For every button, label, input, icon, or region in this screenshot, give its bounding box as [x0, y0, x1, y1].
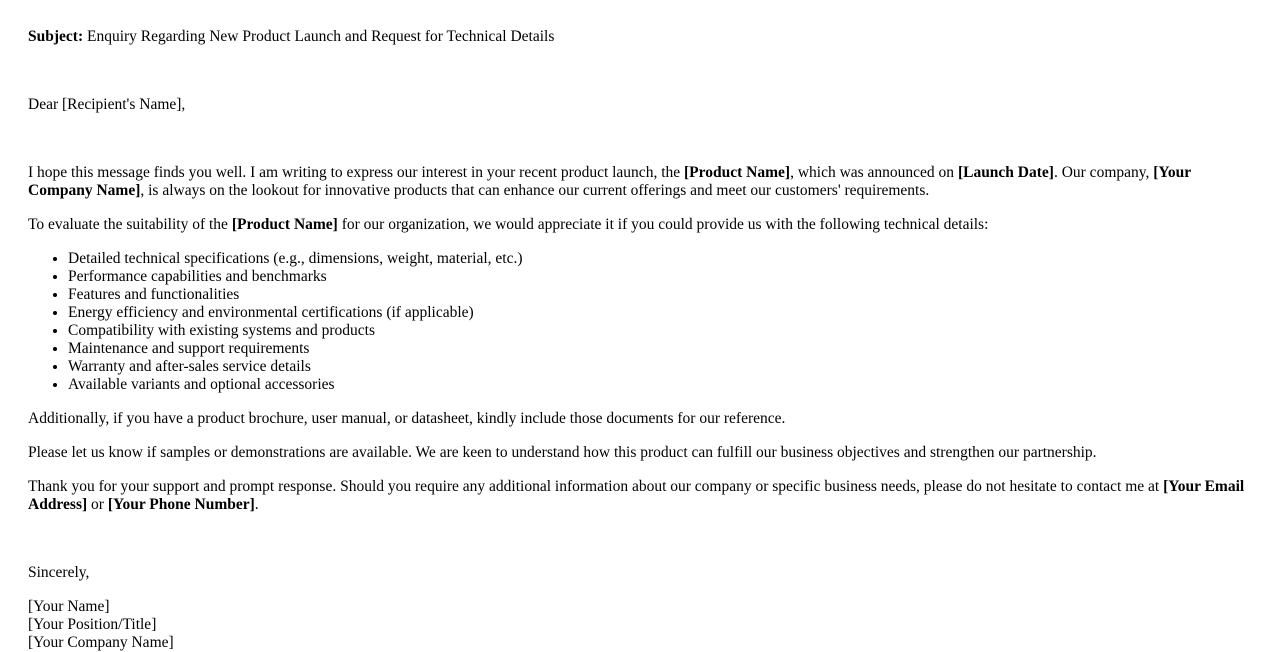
intro-text-1: I hope this message finds you well. I am writing to express our interest in your recent product launch, the: [28, 164, 685, 181]
greeting: Dear [Recipient's Name],: [28, 96, 186, 113]
list-item: • Performance capabilities and benchmarks: [68, 268, 1250, 286]
intro-paragraph: [28, 164, 1250, 200]
list-item: • Available variants and optional accessories: [68, 376, 1250, 394]
thanks-email-address: [Your Email Address]: [28, 478, 1245, 513]
intro-text-3: . Our company,: [1053, 164, 1154, 181]
thanks-phone-number: [Your Phone Number]: [107, 496, 255, 513]
list-item: • Maintenance and support requirements: [68, 340, 1250, 358]
intro-product-name: [Product Name]: [684, 164, 791, 181]
evaluate-text-2: for our organization, we would appreciate it if you could provide us with the following technical details:: [337, 216, 989, 233]
subject-line: [28, 28, 1250, 46]
signature-name: [Your Name]: [28, 598, 110, 615]
intro-launch-date: [Launch Date]: [957, 164, 1054, 181]
intro-company-name: [Your Company Name]: [28, 164, 1191, 199]
evaluate-text-1: To evaluate the suitability of the: [28, 216, 232, 233]
intro-text-2: , which was announced on: [790, 164, 958, 181]
signature-company: [Your Company Name]: [28, 634, 174, 651]
intro-text-4: , is always on the lookout for innovative products that can enhance our current offerings and meet our customers' requirements.: [140, 182, 930, 199]
thanks-text-1: Thank you for your support and prompt response. Should you require any additional information about our company or specific business needs, please do not hesitate to contact me at: [28, 478, 1164, 495]
details-list: [28, 250, 1250, 394]
list-item: • Compatibility with existing systems and products: [68, 322, 1250, 340]
list-item: • Detailed technical specifications (e.g., dimensions, weight, material, etc.): [68, 250, 1250, 268]
subject-text: Enquiry Regarding New Product Launch and Request for Technical Details: [83, 28, 555, 45]
signature-block: [28, 598, 1250, 652]
samples-paragraph: Please let us know if samples or demonstrations are available. We are keen to understand how this product can fulfill our business objectives and strengthen our partnership.: [28, 444, 1097, 461]
closing: Sincerely,: [28, 564, 90, 581]
thanks-paragraph: [28, 478, 1250, 514]
list-item: • Warranty and after-sales service details: [68, 358, 1250, 376]
evaluate-product-name: [Product Name]: [231, 216, 338, 233]
list-item: • Energy efficiency and environmental certifications (if applicable): [68, 304, 1250, 322]
thanks-text-2: or: [87, 496, 108, 513]
evaluate-paragraph: [28, 216, 1250, 234]
thanks-text-3: .: [254, 496, 259, 513]
list-item: • Features and functionalities: [68, 286, 1250, 304]
subject-label: Subject:: [28, 28, 84, 45]
signature-position: [Your Position/Title]: [28, 616, 157, 633]
additional-paragraph: Additionally, if you have a product brochure, user manual, or datasheet, kindly include those documents for our reference.: [28, 410, 786, 427]
